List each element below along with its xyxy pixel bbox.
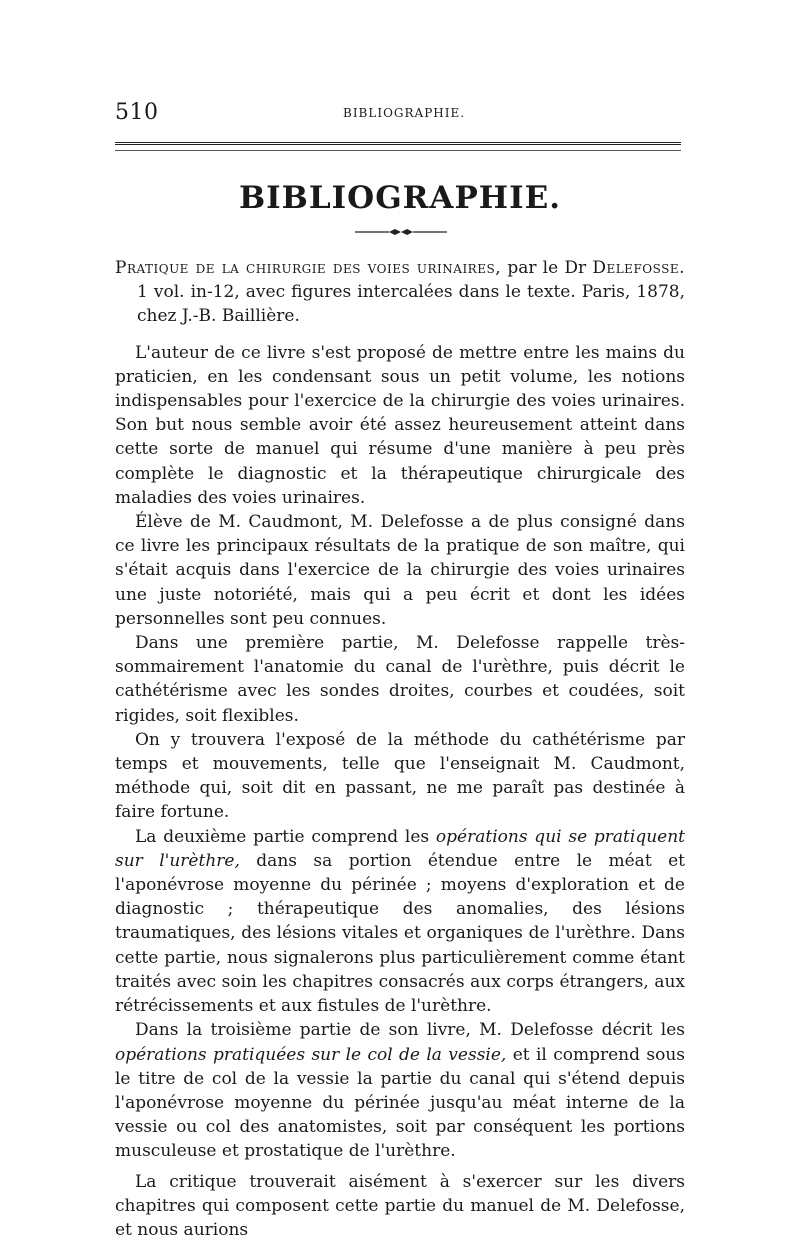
citation-by: par le <box>507 258 559 278</box>
paragraph-6-text-b: et il comprend sous le titre de col de la vessie la partie du canal qui s'étend depuis l'aponévrose moyenne du périnée jusqu'au méat interne de la vessie ou col des anatomistes, soit par conséquent les portions musculeuse et prostatique de l'urèthre. <box>115 1044 685 1162</box>
paragraph-5-text-b: dans sa portion étendue entre le méat et l'aponévrose moyenne du périnée ; moyens d'exploration et de diagnostic ; thérapeutique des anomalies, des lésions traumatiques, des lésions vitales et organiques de l'urèthre. Dans cette partie, nous signalerons plus particulièrement comme étant traités avec soin les chapitres consacrés aux corps étrangers, aux rétrécissements et aux fistules de l'urèthre. <box>115 850 685 1017</box>
paragraph-2: Élève de M. Caudmont, M. Delefosse a de plus consigné dans ce livre les principaux résultats de la pratique de son maître, qui s'était acquis dans l'exercice de la chirurgie des voies urinaires une juste notoriété, mais qui a peu écrit et dont les idées personnelles sont peu connues. <box>115 512 685 629</box>
article-body <box>115 250 685 1242</box>
paragraph-6-text-a: Dans la troisième partie de son livre, M. Delefosse décrit les <box>135 1020 685 1041</box>
running-title: BIBLIOGRAPHIE. <box>343 106 466 120</box>
paragraph-6-italic: opérations pratiquées sur le col de la vessie, <box>115 1044 507 1065</box>
paragraph-7: La critique trouverait aisément à s'exercer sur les divers chapitres qui composent cette partie du manuel de M. Delefosse, et nous aurions <box>115 1171 685 1240</box>
paragraph-5-italic: opérations qui se pratiquent sur l'urèthre, <box>115 826 685 871</box>
header-rule-thin <box>115 150 681 151</box>
citation-details: 1 vol. in-12, avec figures intercalées dans le texte. Paris, 1878, chez J.-B. Baillière. <box>137 282 685 327</box>
citation-author-prefix: Dr <box>564 258 587 278</box>
paragraph-5 <box>115 825 685 1019</box>
running-head <box>115 100 685 126</box>
page-number: 510 <box>115 100 159 125</box>
citation-title: Pratique de la chirurgie des voies urinaires, <box>115 258 502 278</box>
paragraph-5-text-a: La deuxième partie comprend les <box>135 826 436 847</box>
ornament-divider-icon <box>355 228 447 236</box>
paragraph-1: L'auteur de ce livre s'est proposé de mettre entre les mains du praticien, en les condensant sous un petit volume, les notions indispensables pour l'exercice de la chirurgie des voies urinaires. Son but nous semble avoir été assez heureusement atteint dans cette sorte de manuel qui résume d'une manière à peu près complète le diagnostic et la thérapeutique chirurgicale des maladies des voies urinaires. <box>115 342 685 508</box>
paragraph-6 <box>115 1018 685 1163</box>
section-title: BIBLIOGRAPHIE. <box>238 180 562 216</box>
paragraph-3: Dans une première partie, M. Delefosse rappelle très-sommairement l'anatomie du canal de l'urèthre, puis décrit le cathétérisme avec les sondes droites, courbes et coudées, soit rigides, soit flexibles. <box>115 633 685 726</box>
paragraph-4: On y trouvera l'exposé de la méthode du cathétérisme par temps et mouvements, telle que l'enseignait M. Caudmont, méthode qui, soit dit en passant, ne me paraît pas destinée à faire fortune. <box>115 729 685 823</box>
citation-author: Delefosse. <box>592 258 686 278</box>
book-citation <box>115 256 685 329</box>
header-rule <box>115 142 681 147</box>
